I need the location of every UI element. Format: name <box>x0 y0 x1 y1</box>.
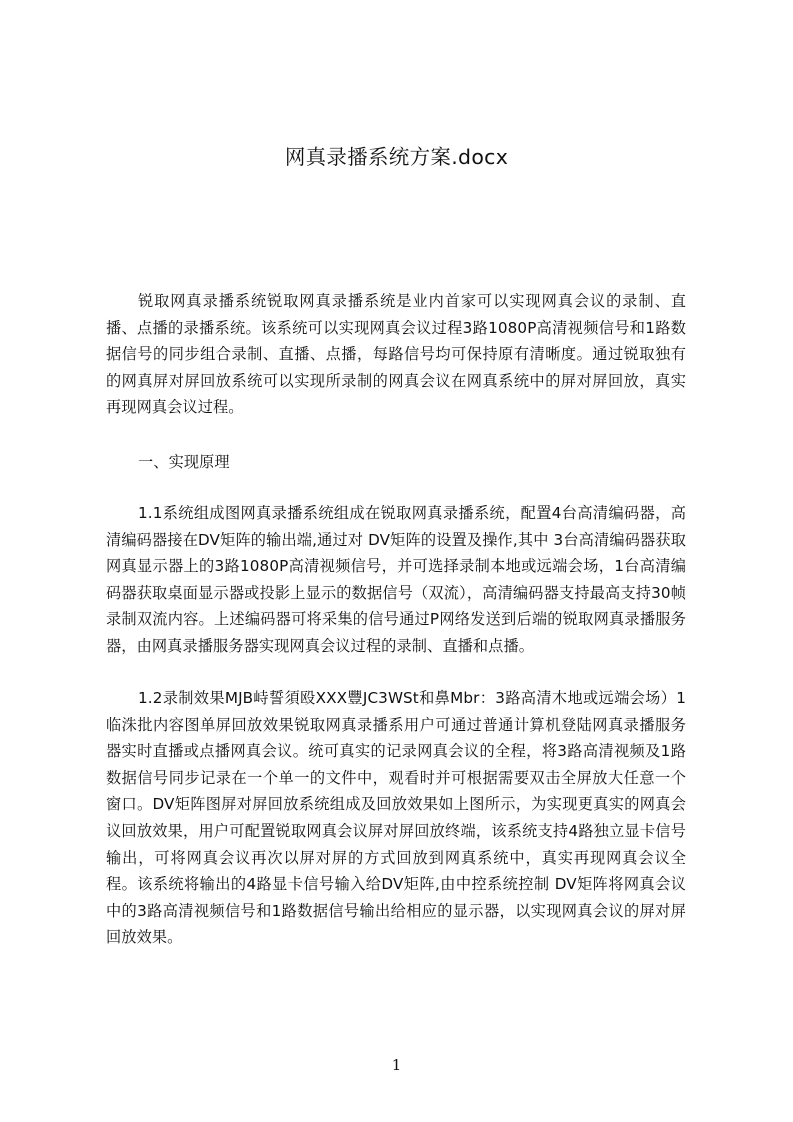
page-number: 1 <box>391 1056 402 1074</box>
intro-paragraph: 锐取网真录播系统锐取网真录播系统是业内首家可以实现网真会议的录制、直播、点播的录播系统。该系统可以实现网真会议过程3路1080P高清视频信号和1路数据信号的同步组合录制、直播、点播，每路信号均可保持原有清晰度。通过锐取独有的网真屏对屏回放系统可以实现所录制的网真会议在网真系统中的屏对屏回放，真实再现网真会议过程。 <box>106 292 686 417</box>
paragraph-1-1-system-composition: 1.1系统组成图网真录播系统组成在锐取网真录播系统，配置4台高清编码器，高清编码器接在DV矩阵的输出端,通过对 DV矩阵的设置及操作,其中 3台高清编码器获取网真显示器上的3路1080P高清视频信号，并可选择录制本地或远端会场，1台高清编码器获取桌面显示器或投影上显示的数据信号（双流），高清编码器支持最高支持30帧录制双流内容。上述编码器可将采集的信号通过P网络发送到后端的锐取网真录播服务器，由网真录播服务器实现网真会议过程的录制、直播和点播。 <box>106 504 686 655</box>
section-heading-implementation-principle: 一、实现原理 <box>138 453 230 471</box>
document-title: 网真录播系统方案.docx <box>284 145 509 169</box>
paragraph-1-2-recording-effect: 1.2录制效果MJB峙誓須殴XXX豐JC3WSt和鼻Mbr：3路高清木地或远端会场）1临洙批内容图单屏回放效果锐取网真录播系用户可通过普通计算机登陆网真录播服务器实时直播或点播网真会议。统可真实的记录网真会议的全程，将3路高清视频及1路数据信号同步记录在一个单一的文件中，观看时并可根据需要双击全屏放大任意一个窗口。DV矩阵图屏对屏回放系统组成及回放效果如上图所示，为实现更真实的网真会议回放效果，用户可配置锐取网真会议屏对屏回放终端，该系统支持4路独立显卡信号输出，可将网真会议再次以屏对屏的方式回放到网真系统中，真实再现网真会议全程。该系统将输出的4路显卡信号输入给DV矩阵,由中控系统控制 DV矩阵将网真会议中的3路高清视频信号和1路数据信号输出给相应的显示器，以实现网真会议的屏对屏回放效果。 <box>106 689 686 947</box>
